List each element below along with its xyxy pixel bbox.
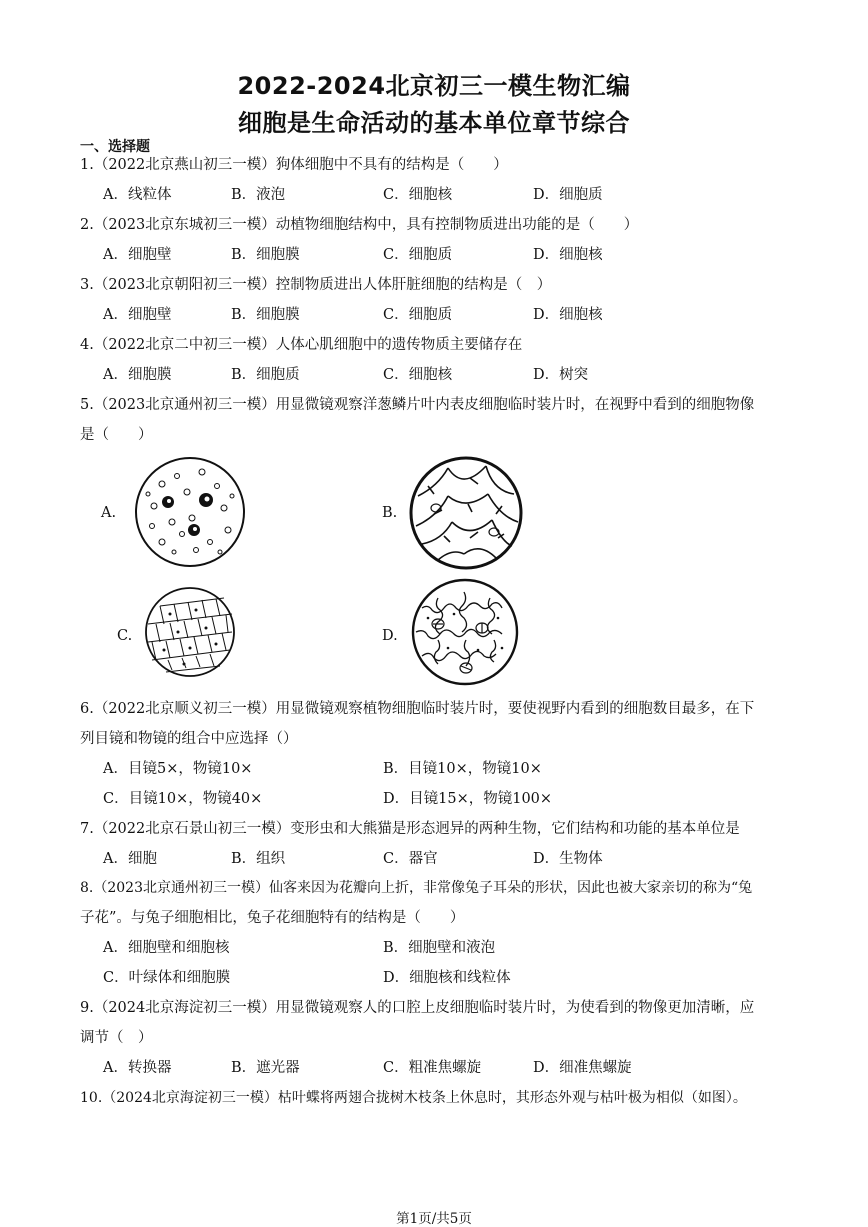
q6-option-a: A．目镜5×，物镜10×: [103, 761, 253, 777]
cell-micrograph-d: [408, 578, 522, 686]
q9-option-c: C．粗准焦螺旋: [383, 1060, 482, 1076]
cell-micrograph-c: [144, 584, 236, 680]
question-10: 10.（2024北京海淀初三一模）枯叶蝶将两翅合拢树木枝条上休息时，其形态外观与枯叶极为相似（如图）。: [80, 1090, 747, 1106]
question-2: 2.（2023北京东城初三一模）动植物细胞结构中，具有控制物质进出功能的是（ ）: [80, 217, 639, 233]
question-9-line2: 调节（ ）: [80, 1030, 153, 1046]
q2-option-a: A．细胞壁: [103, 247, 172, 263]
q1-option-a: A．线粒体: [103, 187, 172, 203]
q7-option-b: B．组织: [231, 851, 286, 867]
q2-option-b: B．细胞膜: [231, 247, 300, 263]
question-8-line1: 8.（2023北京通州初三一模）仙客来因为花瓣向上折，非常像兔子耳朵的形状，因此也被大家亲切的称为“兔: [80, 880, 753, 896]
document-title-line1: 2022-2024北京初三一模生物汇编: [237, 72, 631, 100]
question-3: 3.（2023北京朝阳初三一模）控制物质进出人体肝脏细胞的结构是（ ）: [80, 277, 552, 293]
question-6-line2: 列目镜和物镜的组合中应选择（）: [80, 731, 298, 747]
q1-option-c: C．细胞核: [383, 187, 453, 203]
q8-option-a: A．细胞壁和细胞核: [103, 940, 230, 956]
q1-option-d: D．细胞质: [533, 187, 603, 203]
figure-label-b: B.: [382, 505, 398, 521]
question-7: 7.（2022北京石景山初三一模）变形虫和大熊猫是形态迥异的两种生物，它们结构和功能的基本单位是: [80, 821, 740, 837]
cell-micrograph-b: [408, 456, 524, 570]
q7-option-d: D．生物体: [533, 851, 603, 867]
q9-option-a: A．转换器: [103, 1060, 172, 1076]
question-5-line2: 是（ ）: [80, 427, 153, 443]
question-9-line1: 9.（2024北京海淀初三一模）用显微镜观察人的口腔上皮细胞临时装片时，为使看到的物像更加清晰，应: [80, 1000, 755, 1016]
question-8-line2: 子花”。与兔子细胞相比，兔子花细胞特有的结构是（ ）: [80, 910, 465, 926]
question-1: 1.（2022北京燕山初三一模）狗体细胞中不具有的结构是（ ）: [80, 157, 508, 173]
figure-label-c: C.: [117, 628, 133, 644]
q8-option-b: B．细胞壁和液泡: [383, 940, 496, 956]
question-5-line1: 5.（2023北京通州初三一模）用显微镜观察洋葱鳞片叶内表皮细胞临时装片时，在视野中看到的细胞物像: [80, 397, 755, 413]
figure-label-a: A.: [101, 505, 117, 521]
q2-option-d: D．细胞核: [533, 247, 603, 263]
q6-option-d: D．目镜15×，物镜100×: [383, 791, 553, 807]
q2-option-c: C．细胞质: [383, 247, 453, 263]
q3-option-c: C．细胞质: [383, 307, 453, 323]
question-4: 4.（2022北京二中初三一模）人体心肌细胞中的遗传物质主要储存在: [80, 337, 523, 353]
q9-option-b: B．遮光器: [231, 1060, 300, 1076]
cell-micrograph-a: [132, 456, 248, 568]
q4-option-d: D．树突: [533, 367, 589, 383]
q4-option-a: A．细胞膜: [103, 367, 172, 383]
q3-option-b: B．细胞膜: [231, 307, 300, 323]
q6-option-b: B．目镜10×，物镜10×: [383, 761, 542, 777]
q6-option-c: C．目镜10×，物镜40×: [103, 791, 263, 807]
question-6-line1: 6.（2022北京顺义初三一模）用显微镜观察植物细胞临时装片时，要使视野内看到的细胞数目最多，在下: [80, 701, 755, 717]
q9-option-d: D．细准焦螺旋: [533, 1060, 632, 1076]
q3-option-a: A．细胞壁: [103, 307, 172, 323]
q7-option-c: C．器官: [383, 851, 438, 867]
document-title-line2: 细胞是生命活动的基本单位章节综合: [238, 109, 630, 137]
q8-option-c: C．叶绿体和细胞膜: [103, 970, 231, 986]
q8-option-d: D．细胞核和线粒体: [383, 970, 511, 986]
q4-option-b: B．细胞质: [231, 367, 300, 383]
q3-option-d: D．细胞核: [533, 307, 603, 323]
figure-label-d: D.: [382, 628, 398, 644]
section-heading: 一、选择题: [80, 139, 150, 155]
q4-option-c: C．细胞核: [383, 367, 453, 383]
q1-option-b: B．液泡: [231, 187, 286, 203]
page-footer: 第1页/共5页: [396, 1211, 472, 1227]
q7-option-a: A．细胞: [103, 851, 157, 867]
